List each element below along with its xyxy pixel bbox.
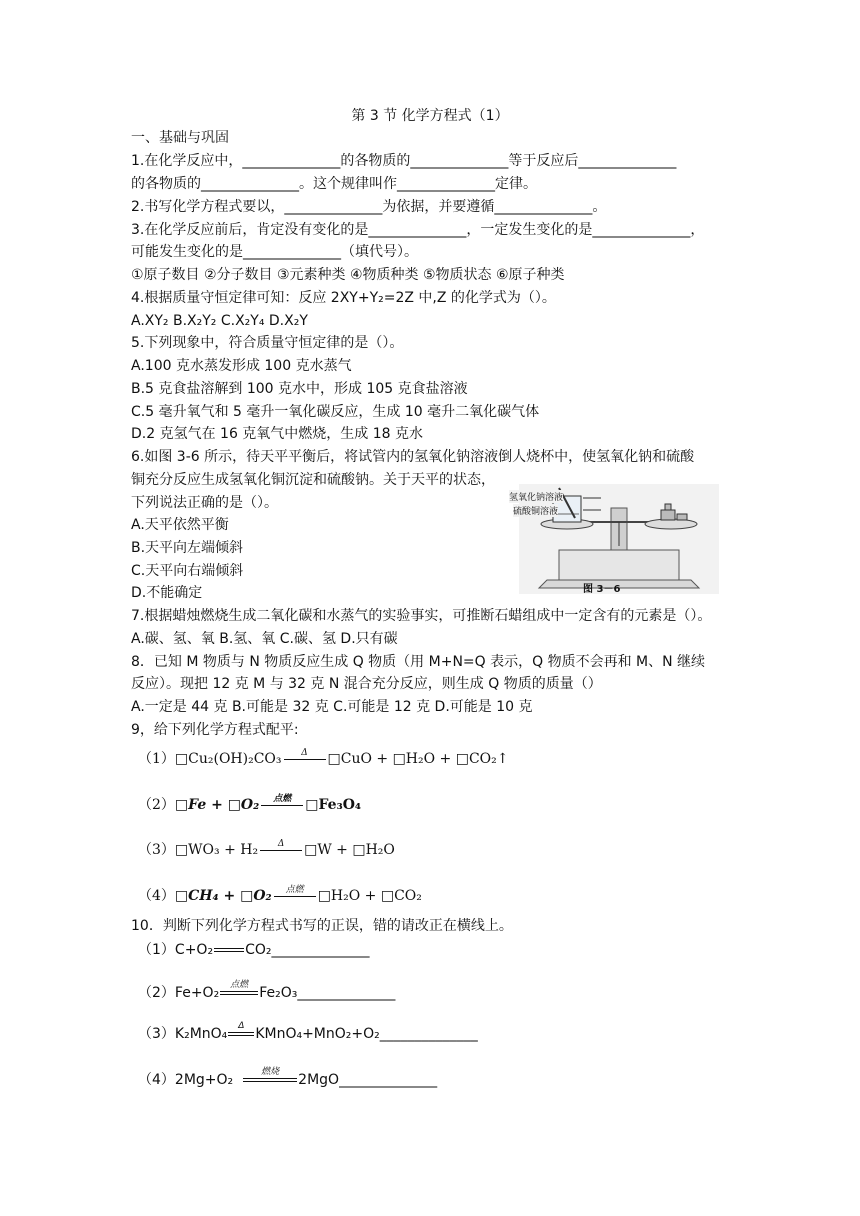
reaction-condition: Δ — [301, 748, 308, 758]
equation-left: □WO₃ + H₂ — [174, 842, 259, 858]
equals-sign — [243, 1067, 297, 1086]
text-line: A.碳、氢、氧 B.氢、氧 C.碳、氢 D.只有碳 — [131, 631, 398, 647]
equation-number: （4） — [138, 888, 175, 904]
check-equation-3 — [138, 1021, 478, 1044]
text-line: C.5 毫升氧气和 5 毫升一氧化碳反应，生成 10 毫升二氧化碳气体 — [131, 404, 540, 420]
equation-right: CO₂______________ — [245, 942, 370, 958]
balance-equation-1 — [138, 749, 509, 769]
text-line: 下列说法正确的是（）。 — [131, 495, 278, 511]
reaction-arrow — [284, 748, 326, 765]
check-equation-1 — [138, 940, 369, 960]
reaction-condition: Δ — [238, 1021, 245, 1031]
equation-right: Fe₂O₃______________ — [259, 985, 396, 1001]
balance-figure — [509, 484, 719, 595]
reaction-arrow — [260, 839, 302, 856]
check-equation-4 — [138, 1067, 438, 1090]
text-line: 反应）。现把 12 克 M 与 32 克 N 混合充分反应，则生成 Q 物质的质量（） — [131, 676, 602, 692]
text-line: 9，给下列化学方程式配平: — [131, 722, 299, 738]
equation-number: （3） — [138, 842, 175, 858]
figure-label-naoh: 氢氧化钠溶液 — [509, 490, 563, 503]
check-equation-2 — [138, 980, 396, 1003]
equation-right: □Fe₃O₄ — [305, 797, 362, 813]
equation-right: □CuO + □H₂O + □CO₂↑ — [327, 751, 509, 767]
text-line: ①原子数目 ②分子数目 ③元素种类 ④物质种类 ⑤物质状态 ⑥原子种类 — [131, 267, 565, 283]
text-line: 2.书写化学方程式要以，______________为依据，并要遵循______________。 — [131, 199, 607, 215]
reaction-arrow — [261, 794, 303, 811]
text-line: B.5 克食盐溶解到 100 克水中，形成 105 克食盐溶液 — [131, 381, 468, 397]
text-line: 10．判断下列化学方程式书写的正误，错的请改正在横线上。 — [131, 918, 513, 934]
text-line: A.XY₂ B.X₂Y₂ C.X₂Y₄ D.X₂Y — [131, 313, 308, 329]
text-line: 的各物质的______________。这个规律叫作______________定律。 — [131, 176, 537, 192]
figure-caption: 图 3－6 — [583, 584, 621, 595]
reaction-condition: 点燃 — [230, 980, 249, 990]
figure-label-cuso4: 硫酸铜溶液 — [513, 504, 558, 517]
text-line: 铜充分反应生成氢氧化铜沉淀和硫酸钠。关于天平的状态， — [131, 472, 495, 488]
text-line: C.天平向右端倾斜 — [131, 563, 244, 579]
reaction-arrow — [274, 885, 316, 902]
text-line: D.不能确定 — [131, 585, 203, 601]
equation-left: C+O₂ — [174, 942, 214, 958]
text-line: A.100 克水蒸发形成 100 克水蒸气 — [131, 358, 352, 374]
equation-number: （3） — [138, 1026, 175, 1042]
equation-left: Fe+O₂ — [174, 985, 220, 1001]
section-heading: 一、基础与巩固 — [131, 130, 229, 146]
text-line: A.天平依然平衡 — [131, 517, 229, 533]
text-line: 1.在化学反应中，______________的各物质的______________等于反应后______________ — [131, 153, 677, 169]
reaction-condition: 点燃 — [273, 794, 292, 804]
equation-number: （2） — [138, 797, 175, 813]
text-line: 可能发生变化的是______________（填代号）。 — [131, 244, 418, 260]
equals-sign — [228, 1021, 254, 1040]
equation-left: □Fe + □O₂ — [174, 797, 260, 813]
equation-left: K₂MnO₄ — [174, 1026, 228, 1042]
balance-equation-4 — [138, 886, 422, 906]
equation-number: （1） — [138, 751, 175, 767]
text-line: 4.根据质量守恒定律可知：反应 2XY+Y₂=2Z 中,Z 的化学式为（）。 — [131, 290, 556, 306]
equation-left: □Cu₂(OH)₂CO₃ — [174, 751, 282, 767]
equation-right: 2MgO______________ — [298, 1072, 438, 1088]
reaction-condition: Δ — [277, 839, 285, 849]
text-line: 8．已知 M 物质与 N 物质反应生成 Q 物质（用 M+N=Q 表示，Q 物质不会再和 M、N 继续 — [131, 654, 706, 670]
equation-left: 2Mg+O₂ — [174, 1072, 234, 1088]
equation-number: （2） — [138, 985, 175, 1001]
reaction-condition: 点燃 — [285, 885, 304, 895]
equals-sign — [214, 944, 244, 956]
equation-number: （4） — [138, 1072, 175, 1088]
balance-equation-2 — [138, 795, 361, 815]
text-line: 7.根据蜡烛燃烧生成二氧化碳和水蒸气的实验事实，可推断石蜡组成中一定含有的元素是（）。 — [131, 608, 712, 624]
equals-sign — [220, 980, 258, 999]
balance-equation-3 — [138, 840, 395, 860]
equation-right: □W + □H₂O — [304, 842, 395, 858]
text-line: D.2 克氢气在 16 克氧气中燃烧，生成 18 克水 — [131, 426, 424, 442]
text-line: A.一定是 44 克 B.可能是 32 克 C.可能是 12 克 D.可能是 10 克 — [131, 699, 533, 715]
equation-number: （1） — [138, 942, 175, 958]
page-title: 第 3 节 化学方程式（1） — [351, 108, 509, 124]
reaction-condition: 燃烧 — [261, 1067, 280, 1077]
equation-right: KMnO₄+MnO₂+O₂______________ — [255, 1026, 478, 1042]
text-line: B.天平向左端倾斜 — [131, 540, 244, 556]
text-line: 3.在化学反应前后，肯定没有变化的是______________，一定发生变化的是______________， — [131, 222, 705, 238]
text-line: 5.下列现象中，符合质量守恒定律的是（）。 — [131, 335, 404, 351]
equation-right: □H₂O + □CO₂ — [317, 888, 422, 904]
equation-left: □CH₄ + □O₂ — [174, 888, 272, 904]
text-line: 6.如图 3-6 所示，待天平平衡后，将试管内的氢氧化钠溶液倒人烧杯中，使氢氧化钠和硫酸 — [131, 449, 695, 465]
